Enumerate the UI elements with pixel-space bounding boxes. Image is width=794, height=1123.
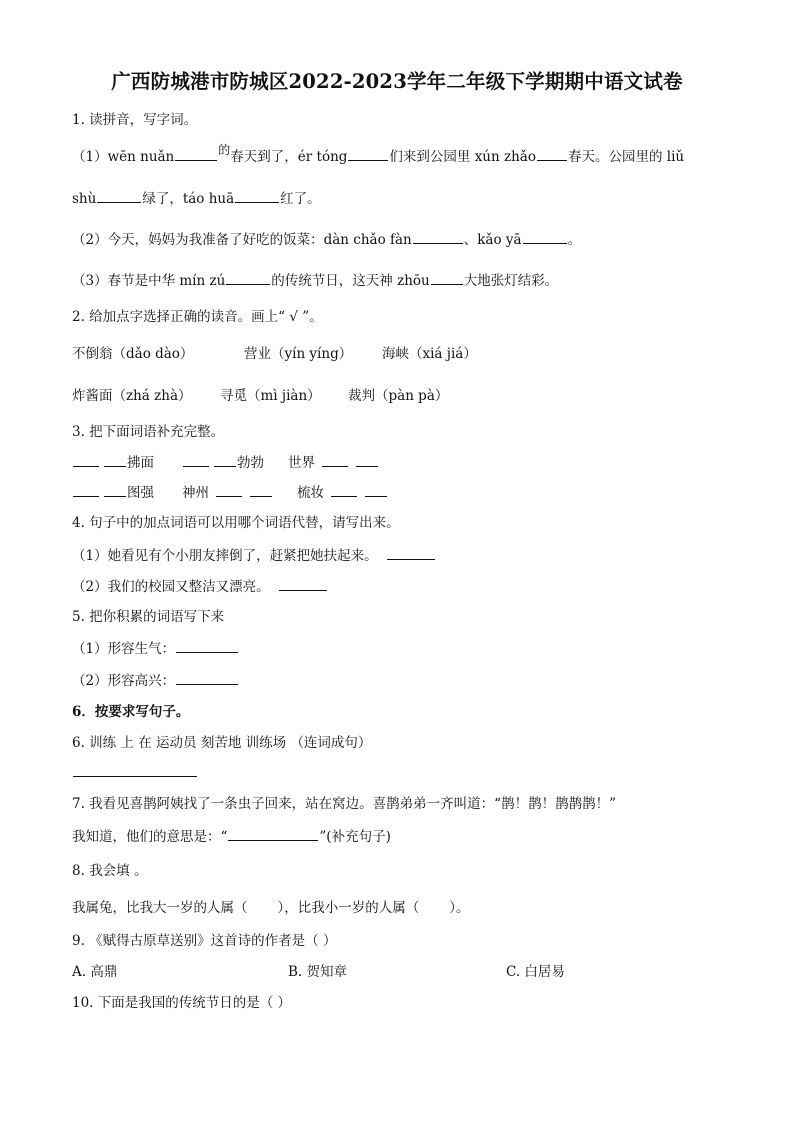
q4-s1 [72, 545, 436, 566]
q3-word: 勃勃 [237, 455, 264, 471]
q3-word: 图强 [127, 485, 154, 501]
q6-heading: 6．按要求写句子。 [72, 704, 190, 720]
q2-item[interactable]: 寻觅（mì jiàn） [220, 388, 321, 404]
answer-blank[interactable] [73, 452, 99, 467]
q5-stem: 5. 把你积累的词语写下来 [72, 609, 225, 625]
q2-item[interactable]: 营业（yín yíng） [244, 346, 353, 362]
q1-l2-b: 绿了，táo huā [142, 191, 235, 207]
q2-item[interactable]: 海峡（xiá jiá） [382, 346, 477, 362]
q2-item[interactable]: 不倒翁（dǎo dào） [72, 346, 194, 362]
answer-blank[interactable] [431, 270, 463, 285]
q6-stem: 6. 训练 上 在 运动员 刻苦地 训练场 （连词成句） [72, 735, 372, 751]
q1-l3-a: （2）今天，妈妈为我准备了好吃的饭菜：dàn chǎo fàn [72, 232, 412, 248]
answer-blank[interactable] [216, 482, 242, 497]
answer-blank[interactable] [250, 482, 272, 497]
answer-blank[interactable] [176, 638, 238, 653]
q3-word: 世界 [288, 455, 315, 471]
q9-option-c[interactable]: C. 白居易 [506, 964, 565, 980]
q1-l1-b: 春天到了，ér tóng [230, 149, 348, 165]
q1-l4-a: （3）春节是中华 mín zú [72, 273, 226, 289]
q8-stem: 8. 我会填 。 [72, 863, 148, 879]
q1-l2-a: shù [72, 191, 97, 207]
answer-blank[interactable] [322, 452, 348, 467]
q7-stem: 7. 我看见喜鹊阿姨找了一条虫子回来，站在窝边。喜鹊弟弟一齐叫道：“鹊！鹊！鹊鹊鹊！” [72, 796, 616, 812]
q4-s1-text: （1）她看见有个小朋友摔倒了，赶紧把她扶起来。 [72, 548, 378, 564]
q8-line [72, 898, 470, 918]
q3-word: 拂面 [127, 455, 154, 471]
q3-row-2 [72, 482, 388, 503]
q3-row-1 [72, 452, 379, 473]
q10-stem: 10. 下面是我国的传统节日的是（ ） [72, 995, 292, 1011]
q1-line-1 [72, 143, 685, 167]
answer-blank[interactable] [104, 452, 126, 467]
q1-line-2 [72, 188, 321, 209]
q1-l1-a: （1）wēn nuǎn [72, 149, 175, 165]
answer-blank[interactable] [226, 270, 270, 285]
q1-stem: 1. 读拼音，写字词。 [72, 112, 198, 128]
q7-line [72, 826, 391, 847]
answer-blank[interactable] [523, 229, 567, 244]
q4-stem: 4. 句子中的加点词语可以用哪个词语代替，请写出来。 [72, 515, 400, 531]
q5-s2-text: （2）形容高兴： [72, 673, 176, 689]
q2-stem: 2. 给加点字选择正确的读音。画上“ √ ”。 [72, 309, 323, 325]
q9-stem: 9. 《赋得古原草送别》这首诗的作者是（ ） [72, 933, 337, 949]
answer-blank[interactable] [214, 452, 236, 467]
q9-option-a[interactable]: A. 高鼎 [72, 964, 118, 980]
q2-item[interactable]: 裁判（pàn pà） [348, 388, 449, 404]
q5-s1 [72, 638, 239, 659]
answer-blank[interactable] [356, 452, 378, 467]
q8-c: ）。 [449, 900, 470, 916]
q1-l4-c: 大地张灯结彩。 [463, 273, 559, 289]
q7-b: ”(补充句子) [319, 829, 391, 845]
q3-stem: 3. 把下面词语补充完整。 [72, 424, 225, 440]
answer-blank[interactable] [228, 826, 318, 841]
q1-line-3 [72, 229, 581, 250]
q2-item[interactable]: 炸酱面（zhá zhà） [72, 388, 192, 404]
q6-answer-line [72, 762, 198, 783]
answer-blank[interactable] [175, 146, 217, 161]
q5-s2 [72, 670, 239, 691]
answer-blank[interactable] [183, 452, 209, 467]
q1-l2-c: 红了。 [280, 191, 321, 207]
q4-s2 [72, 576, 328, 597]
q4-s2-text: （2）我们的校园又整洁又漂亮。 [72, 579, 270, 595]
answer-blank[interactable] [176, 670, 238, 685]
q1-l1-d: 春天。公园里的 liǔ [567, 149, 685, 165]
answer-blank[interactable] [235, 188, 279, 203]
q8-b: ），比我小一岁的人属（ [277, 900, 420, 916]
q8-a: 我属兔，比我大一岁的人属（ [72, 900, 248, 916]
answer-blank[interactable] [413, 229, 463, 244]
answer-blank[interactable] [365, 482, 387, 497]
q5-s1-text: （1）形容生气： [72, 641, 176, 657]
page-title: 广西防城港市防城区2022-2023学年二年级下学期期中语文试卷 [111, 70, 683, 93]
q1-l3-b: 、kǎo yā [463, 232, 522, 248]
q1-l1-c: 们来到公园里 xún zhǎo [389, 149, 536, 165]
answer-blank[interactable] [97, 188, 141, 203]
answer-blank[interactable] [387, 545, 435, 560]
answer-blank[interactable] [104, 482, 126, 497]
answer-blank[interactable] [537, 146, 567, 161]
answer-blank[interactable] [279, 576, 327, 591]
q1-line-4 [72, 270, 558, 291]
q9-option-b[interactable]: B. 贺知章 [288, 964, 348, 980]
q1-l1-sup: 的 [218, 143, 231, 157]
q3-word: 神州 [182, 485, 209, 501]
answer-blank[interactable] [73, 482, 99, 497]
q3-word: 梳妆 [297, 485, 324, 501]
q7-a: 我知道，他们的意思是：“ [72, 829, 228, 845]
q1-l4-b: 的传统节日，这天神 zhōu [271, 273, 430, 289]
answer-blank[interactable] [348, 146, 388, 161]
answer-blank[interactable] [331, 482, 357, 497]
q1-l3-c: 。 [567, 232, 582, 248]
answer-blank[interactable] [73, 762, 197, 777]
